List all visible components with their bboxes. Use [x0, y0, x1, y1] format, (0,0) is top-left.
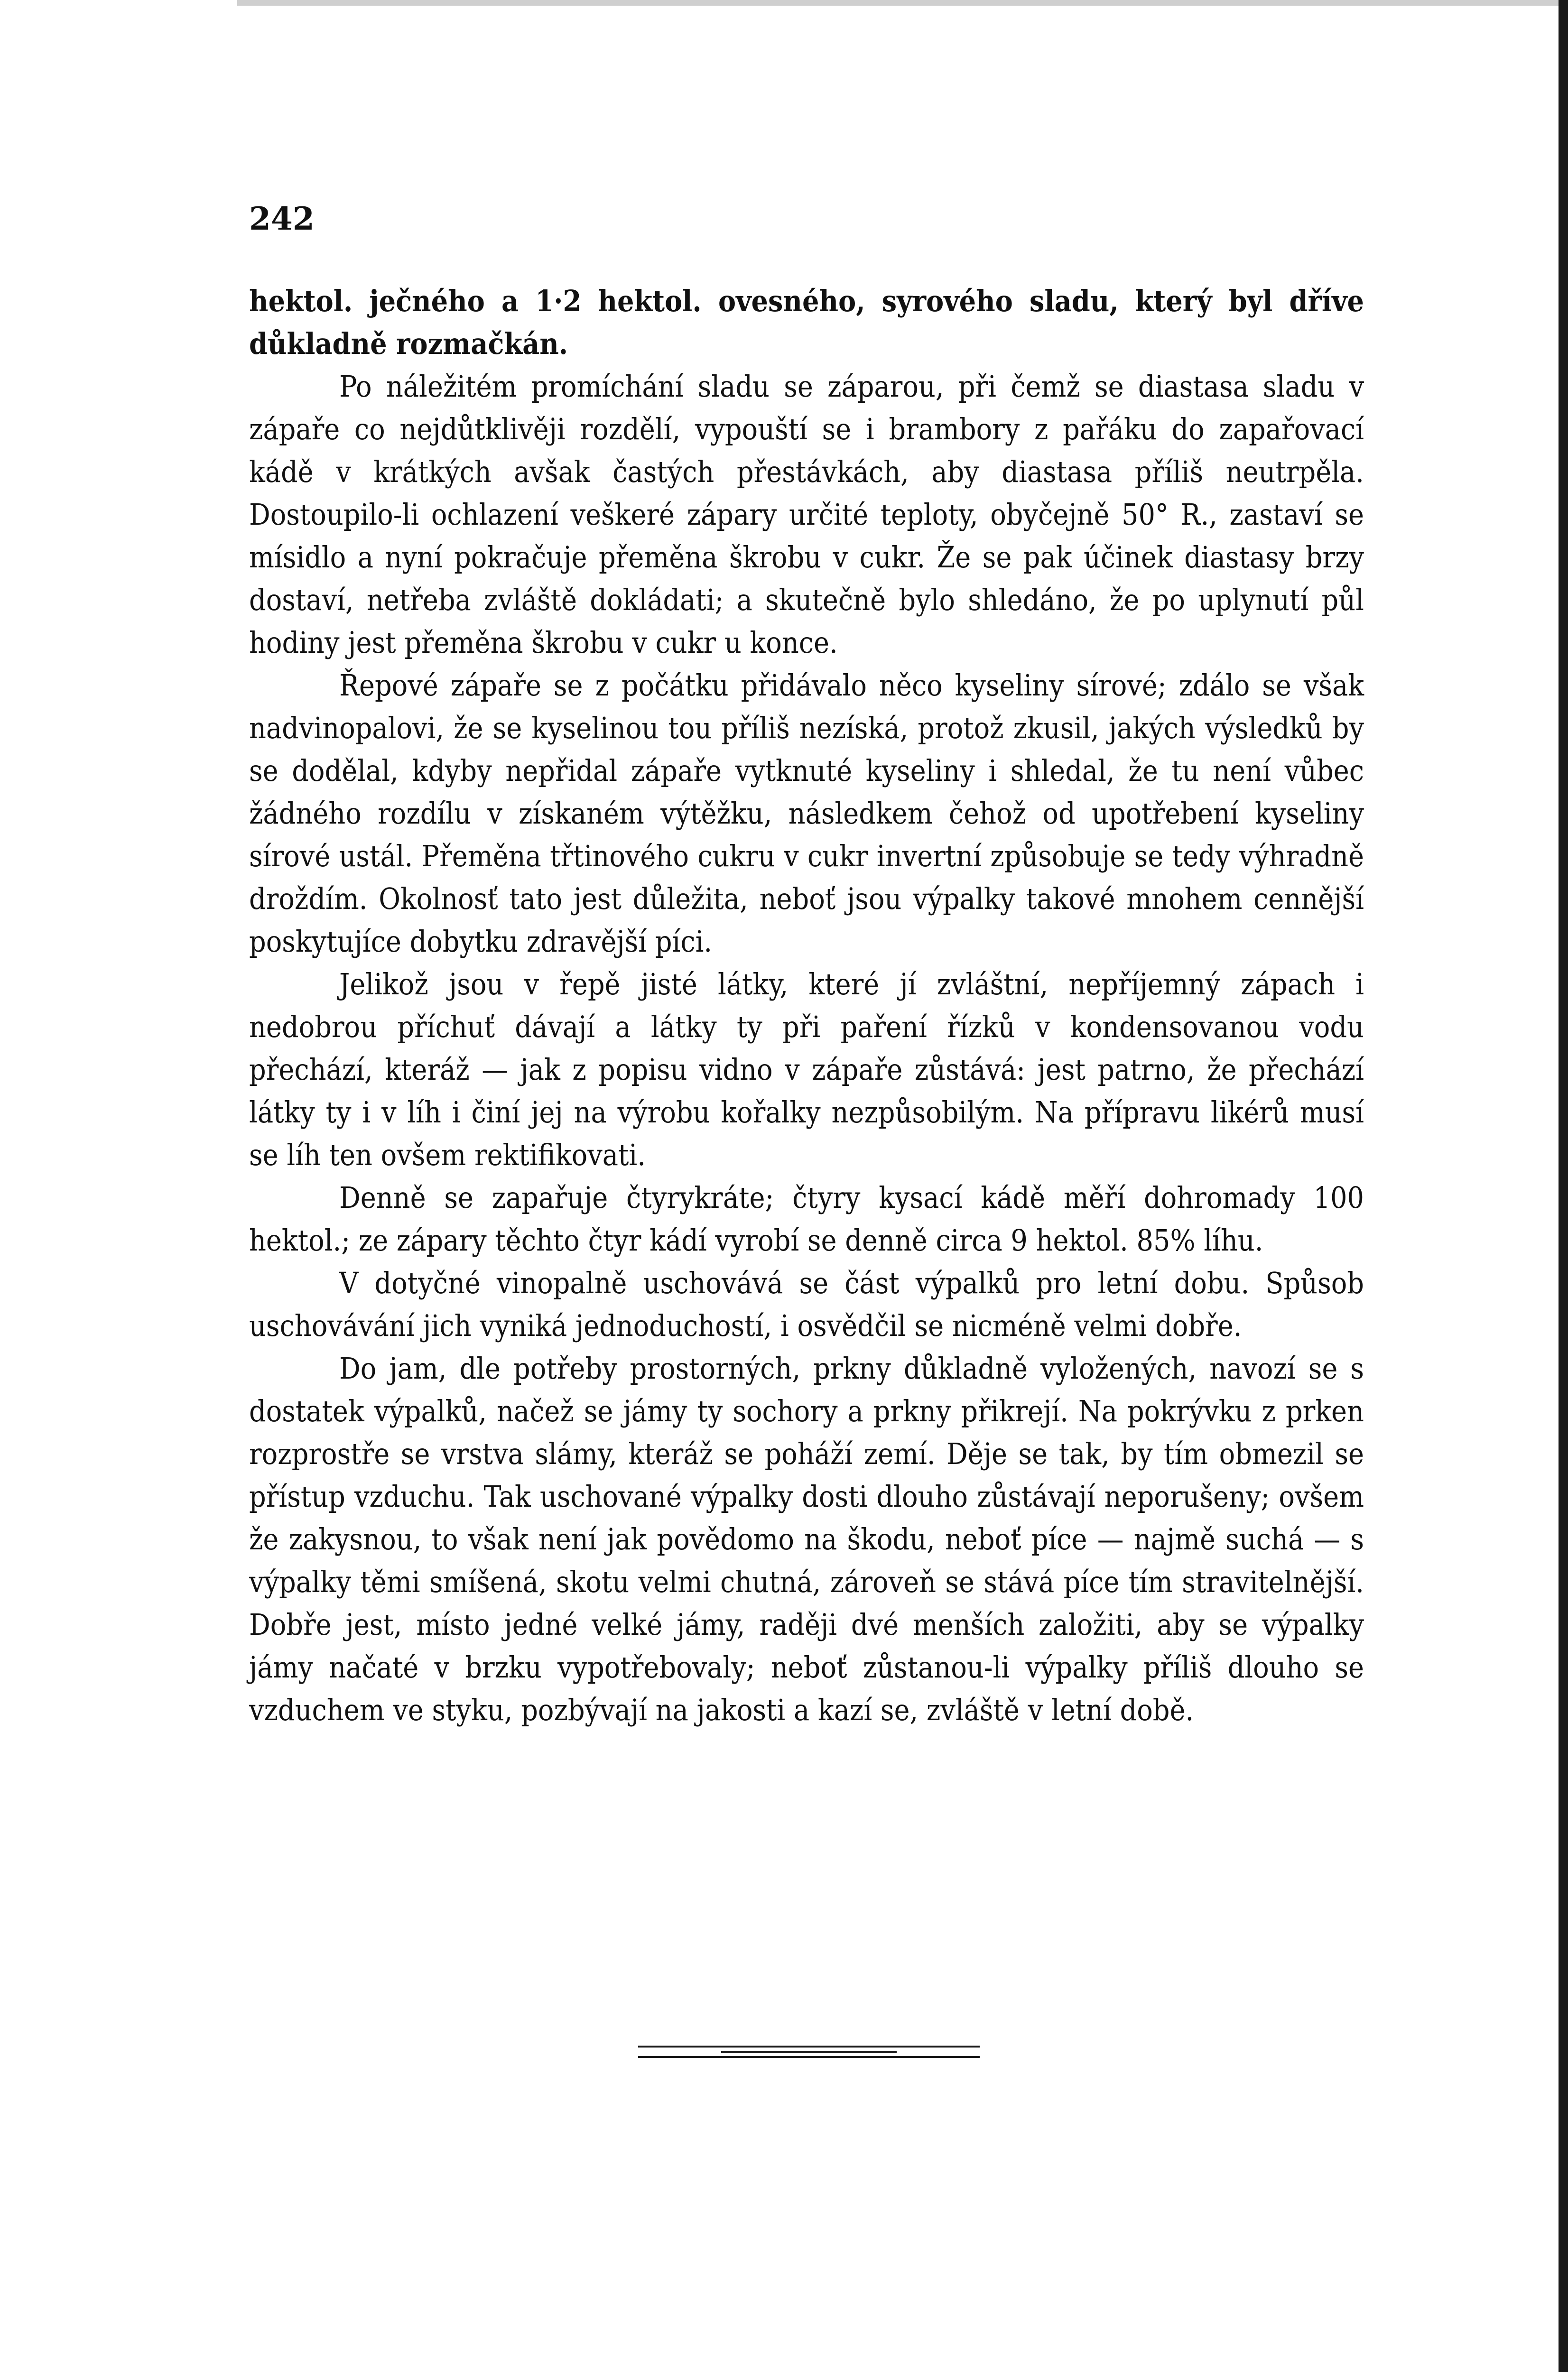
paragraph-pits: Do jam, dle potřeby prostorných, prkny důkladně vyložených, navozí se s dostatek výpalků, načež se jámy ty sochory a prkny přikrejí. Na pokrývku z prken rozprostře se vrstva slámy, kteráž se poháží zemí. Děje se tak, by tím obmezil se přístup vzduchu. Tak uschované výpalky dosti dlouho zůstávají neporušeny; ovšem že zakysnou, to však není jak povědomo na škodu, neboť píce — najmě suchá — s výpalky těmi smíšená, skotu velmi chutná, zároveň se stává píce tím stravitelnější. Dobře jest, místo jedné velké jámy, raději dvé menších založiti, aby se výpalky jámy načaté v brzku vypotřebovaly; neboť zůstanou-li výpalky příliš dlouho se vzduchem ve styku, pozbývají na jakosti a kazí se, zvláště v letní době. [249, 1351, 1364, 1727]
paragraph-odor-substances: Jelikož jsou v řepě jisté látky, které jí zvláštní, nepříjemný zápach i nedobrou příchuť dávají a látky ty při paření řízků v kondensovanou vodu přechází, kteráž — jak z popisu vidno v zápaře zůstává: jest patrno, že přechází látky ty i v líh i činí jej na výrobu kořalky nezpůsobilým. Na přípravu likérů musí se líh ten ovšem rektifikovati. [249, 967, 1364, 1172]
paragraph-mashing: Po náležitém promíchání sladu se záparou, při čemž se diastasa sladu v zápaře co nejdůtklivěji rozdělí, vypouští se i brambory z pařáku do zapařovací kádě v krátkých avšak častých přestávkách, aby diastasa příliš neutrpěla. Dostoupilo-li ochlazení veškeré zápary určité teploty, obyčejně 50° R., zastaví se mísidlo a nyní pokračuje přeměna škrobu v cukr. Že se pak účinek diastasy brzy dostaví, netřeba zvláště dokládati; a skutečně bylo shledáno, že po uplynutí půl hodiny jest přeměna škrobu v cukr u konce. [249, 369, 1364, 660]
end-rule-top [638, 2046, 980, 2048]
end-rule-bottom [638, 2056, 980, 2058]
scan-top-edge [237, 0, 1559, 6]
paragraph-storage: V dotyčné vinopalně uschovává se část výpalků pro letní dobu. Spůsob uschovávání jich vyniká jednoduchostí, i osvědčil se nicméně velmi dobře. [249, 1266, 1364, 1343]
paragraph-continuation: hektol. ječného a 1·2 hektol. ovesného, syrového sladu, který byl dříve důkladně rozmačkán. [249, 284, 1364, 361]
scan-right-edge [1559, 0, 1568, 2372]
page-number: 242 [249, 200, 315, 237]
end-rule-middle [721, 2051, 897, 2053]
paragraph-daily-production: Denně se zapařuje čtyrykráte; čtyry kysací kádě měří dohromady 100 hektol.; ze zápary těchto čtyr kádí vyrobí se denně circa 9 hektol. 85% líhu. [249, 1180, 1364, 1258]
body-text [249, 280, 1364, 1732]
paragraph-sulfuric-acid: Řepové zápaře se z počátku přidávalo něco kyseliny sírové; zdálo se však nadvinopalovi, že se kyselinou tou příliš nezíská, protož zkusil, jakých výsledků by se dodělal, kdyby nepřidal zápaře vytknuté kyseliny i shledal, že tu není vůbec žádného rozdílu v získaném výtěžku, následkem čehož od upotřebení kyseliny sírové ustál. Přeměna třtinového cukru v cukr invertní způsobuje se tedy výhradně droždím. Okolnosť tato jest důležita, neboť jsou výpalky takové mnohem cennější poskytujíce dobytku zdravější píci. [249, 668, 1364, 959]
